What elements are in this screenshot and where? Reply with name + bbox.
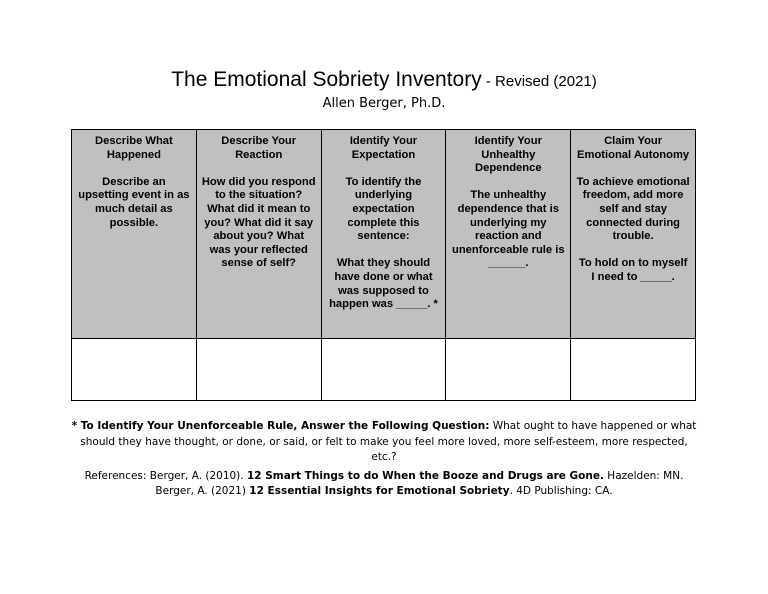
answer-cell-what-happened[interactable] — [72, 339, 197, 401]
answer-cell-dependence[interactable] — [446, 339, 571, 401]
answer-cell-expectation[interactable] — [321, 339, 446, 401]
footnotes — [70, 419, 698, 500]
reference-title: 12 Smart Things to do When the Booze and Drugs are Gone. — [246, 469, 604, 482]
column-identify-your-expectation — [321, 130, 446, 339]
column-instruction: To identify the underlying expectation complete this sentence: — [345, 175, 422, 243]
table-header-row — [72, 130, 696, 339]
reference-2 — [70, 484, 698, 500]
column-heading: Claim Your Emotional Autonomy — [577, 135, 690, 161]
footnote-question — [70, 419, 698, 466]
column-identify-unhealthy-dependence — [446, 130, 571, 339]
footnote-heading: * To Identify Your Unenforceable Rule, Answer the Following Question: — [71, 420, 490, 432]
reference-title: 12 Essential Insights for Emotional Sobriety — [249, 485, 510, 497]
column-describe-your-reaction — [196, 130, 321, 339]
answer-cell-reaction[interactable] — [196, 339, 321, 401]
author-name: Allen Berger, Ph.D. — [322, 96, 446, 111]
reference-prefix: References: Berger, A. (2010). — [84, 469, 247, 482]
column-claim-emotional-autonomy — [571, 130, 696, 339]
title-main: The Emotional Sobriety Inventory — [171, 68, 482, 91]
answer-row — [72, 339, 696, 401]
column-instruction: How did you respond to the situation? What did it mean to you? What did it say about you? What was your reflected sense of self? — [201, 175, 316, 270]
column-describe-what-happened — [72, 130, 197, 339]
column-prompt: To hold on to myself I need to _____. — [578, 257, 688, 283]
footnote-text: What ought to have happened or what should they have thought, or done, or said, or felt to make you feel more loved, more self-esteem, more respected, etc.? — [80, 420, 697, 463]
column-heading: Identify Your Expectation — [349, 135, 418, 161]
page-title — [0, 68, 768, 92]
reference-1 — [70, 469, 698, 485]
answer-cell-autonomy[interactable] — [571, 339, 696, 401]
column-prompt: What they should have done or what was supposed to happen was _____. * — [329, 257, 438, 311]
reference-suffix: . 4D Publishing: CA. — [509, 485, 613, 497]
column-heading: Describe Your Reaction — [221, 135, 297, 161]
column-heading: Describe What Happened — [95, 135, 173, 161]
inventory-table — [71, 129, 696, 401]
column-heading: Identify Your Unhealthy Dependence — [474, 135, 542, 175]
column-instruction: Describe an upsetting event in as much detail as possible. — [78, 175, 190, 229]
column-instruction: The unhealthy dependence that is underlying my reaction and unenforceable rule is ______. — [452, 189, 565, 270]
title-revised: - Revised (2021) — [481, 73, 597, 90]
column-instruction: To achieve emotional freedom, add more self and stay connected during trouble. — [576, 175, 690, 243]
reference-suffix: Hazelden: MN. — [603, 469, 684, 482]
reference-prefix: Berger, A. (2021) — [155, 485, 250, 497]
